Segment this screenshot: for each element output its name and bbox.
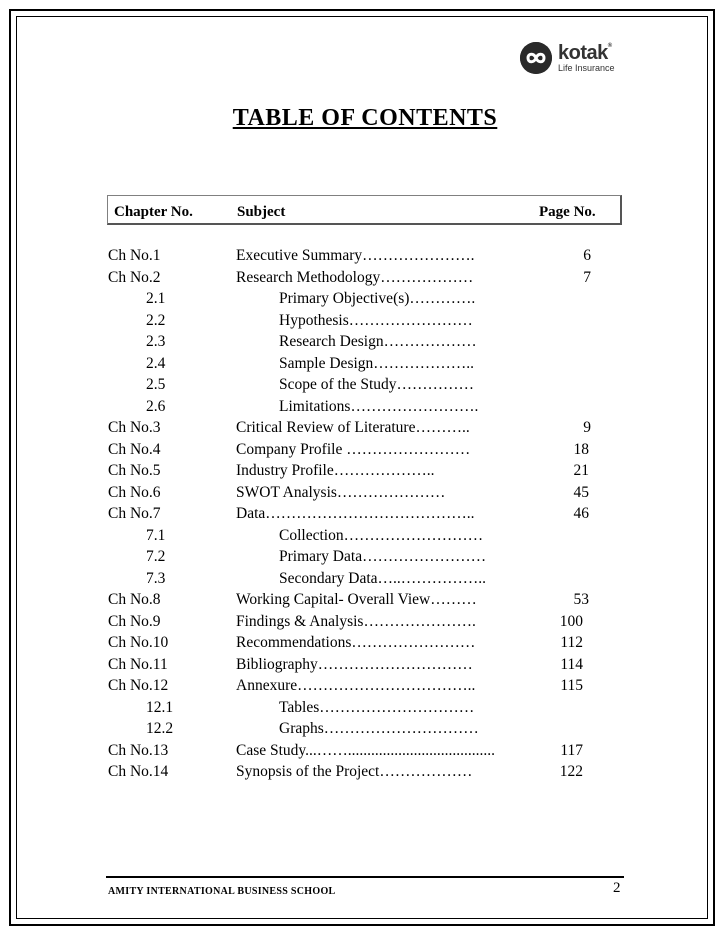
toc-section-number: 2.2 (146, 311, 166, 329)
toc-subject: Synopsis of the Project……………… (236, 763, 473, 780)
toc-row (0, 570, 728, 592)
toc-subject: Annexure…………………………….. (236, 677, 476, 694)
toc-page-number: 9 (583, 419, 591, 436)
toc-row (0, 677, 728, 699)
toc-row (0, 591, 728, 613)
toc-section-number: 2.4 (146, 354, 166, 372)
toc-chapter-number: Ch No.11 (108, 655, 168, 673)
toc-subject: Working Capital- Overall View……… (236, 591, 477, 608)
toc-row (0, 720, 728, 742)
toc-row (0, 656, 728, 678)
toc-row (0, 419, 728, 441)
toc-page-number: 115 (560, 677, 583, 694)
toc-row (0, 742, 728, 764)
toc-subject: Research Methodology……………… (236, 268, 474, 286)
toc-chapter-number: Ch No.8 (108, 591, 161, 608)
toc-subject: Data………………………………….. (236, 505, 475, 522)
toc-row (0, 333, 728, 355)
toc-page-number: 45 (573, 483, 589, 501)
toc-row (0, 763, 728, 785)
toc-subject: Secondary Data…..…………….. (279, 569, 487, 587)
toc-subject: Collection……………………… (279, 526, 484, 544)
toc-chapter-number: Ch No.6 (108, 483, 161, 501)
toc-page-number: 6 (583, 247, 591, 264)
toc-section-number: 12.1 (146, 698, 174, 716)
toc-row (0, 527, 728, 549)
toc-subject: Research Design……………… (279, 333, 477, 350)
toc-subject: Case Study...……...................................... (236, 741, 496, 759)
toc-page-number: 117 (560, 741, 583, 759)
toc-subject: Graphs………………………… (279, 720, 479, 737)
toc-page-number: 100 (559, 612, 583, 630)
toc-page-number: 46 (573, 505, 589, 522)
toc-subject: Company Profile …………………… (236, 440, 471, 458)
toc-subject: SWOT Analysis………………… (236, 483, 446, 501)
toc-row (0, 290, 728, 312)
toc-row (0, 247, 728, 269)
header-subject: Subject (237, 204, 286, 220)
toc-chapter-number: Ch No.9 (108, 612, 161, 630)
logo-brand: kotak (558, 42, 608, 64)
toc-row (0, 355, 728, 377)
toc-subject: Executive Summary…………………. (236, 247, 475, 264)
toc-subject: Findings & Analysis…………………. (236, 612, 476, 630)
toc-chapter-number: Ch No.2 (108, 268, 161, 286)
toc-subject: Limitations……………………. (279, 397, 479, 415)
footer-school-name: AMITY INTERNATIONAL BUSINESS SCHOOL (108, 886, 336, 897)
toc-subject: Sample Design……………….. (279, 354, 475, 372)
toc-chapter-number: Ch No.12 (108, 677, 169, 694)
toc-page-number: 21 (573, 462, 589, 479)
logo-subtitle: Life Insurance (558, 63, 615, 73)
toc-chapter-number: Ch No.5 (108, 462, 161, 479)
header-chapter: Chapter No. (114, 204, 193, 220)
toc-section-number: 2.6 (146, 397, 166, 415)
toc-row (0, 634, 728, 656)
toc-section-number: 12.2 (146, 720, 174, 737)
toc-row (0, 484, 728, 506)
toc-row (0, 312, 728, 334)
toc-subject: Tables………………………… (279, 698, 475, 716)
toc-row (0, 376, 728, 398)
toc-page-number: 112 (560, 634, 583, 651)
footer-page-number: 2 (613, 880, 621, 896)
toc-subject: Critical Review of Literature……….. (236, 419, 470, 436)
page-title: TABLE OF CONTENTS (232, 105, 498, 131)
toc-page-number: 122 (559, 763, 583, 780)
toc-row (0, 548, 728, 570)
logo-text (558, 43, 615, 73)
toc-subject: Scope of the Study…………… (279, 376, 475, 393)
toc-row (0, 505, 728, 527)
kotak-logo (520, 38, 615, 78)
toc-page-number: 114 (560, 655, 583, 673)
toc-page-number: 53 (573, 591, 589, 608)
toc-section-number: 2.5 (146, 376, 166, 393)
toc-chapter-number: Ch No.3 (108, 419, 161, 436)
toc-row (0, 462, 728, 484)
toc-subject: Hypothesis…………………… (279, 311, 473, 329)
toc-row (0, 269, 728, 291)
toc-subject: Industry Profile……………….. (236, 462, 435, 479)
header-page: Page No. (539, 204, 596, 220)
toc-page-number: 7 (583, 268, 591, 286)
toc-chapter-number: Ch No.14 (108, 763, 169, 780)
toc-section-number: 7.2 (146, 548, 166, 565)
toc-section-number: 7.3 (146, 569, 166, 587)
footer-divider (106, 876, 624, 878)
page-title-wrap (0, 105, 728, 132)
toc-section-number: 7.1 (146, 526, 166, 544)
logo-registered-mark: ® (607, 43, 612, 49)
toc-section-number: 2.1 (146, 290, 166, 307)
toc-row (0, 398, 728, 420)
toc-row (0, 613, 728, 635)
toc-page-number: 18 (573, 440, 589, 458)
toc-chapter-number: Ch No.13 (108, 741, 169, 759)
toc-chapter-number: Ch No.10 (108, 634, 169, 651)
toc-chapter-number: Ch No.4 (108, 440, 161, 458)
toc-chapter-number: Ch No.7 (108, 505, 161, 522)
toc-subject: Primary Objective(s)…………. (279, 290, 476, 307)
toc-row (0, 699, 728, 721)
kotak-logo-icon (520, 42, 552, 74)
toc-section-number: 2.3 (146, 333, 166, 350)
toc-subject: Primary Data…………………… (279, 548, 487, 565)
toc-row (0, 441, 728, 463)
toc-chapter-number: Ch No.1 (108, 247, 161, 264)
toc-subject: Bibliography………………………… (236, 655, 473, 673)
toc-subject: Recommendations…………………… (236, 634, 476, 651)
